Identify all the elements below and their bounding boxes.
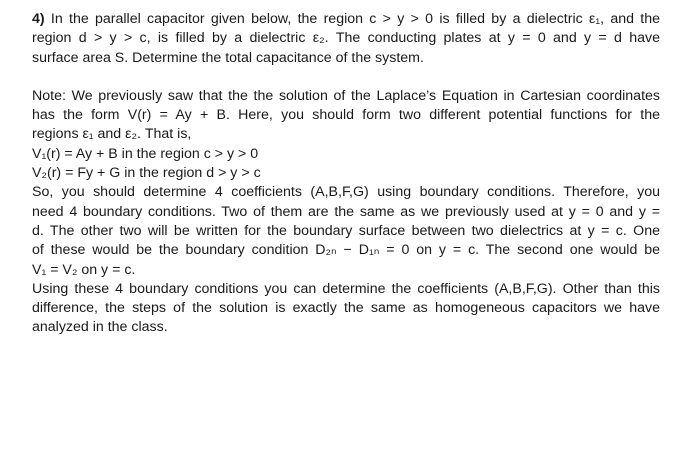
question-line	[32, 10, 660, 29]
note-line: V₁ = V₂ on y = c.	[32, 261, 136, 278]
equation-v2: V₂(r) = Fy + G in the region d > y > c	[32, 165, 261, 182]
note-line: analyzed in the class.	[32, 319, 168, 336]
equation-v1: V₁(r) = Ay + B in the region c > y > 0	[32, 145, 259, 162]
question-number: 4)	[32, 11, 45, 27]
note-line: need 4 boundary conditions. Two of them are the same as we previously used at y = 0 and y =	[32, 203, 660, 220]
note-line: of these would be the boundary condition D₂ₙ − D₁ₙ = 0 on y = c. The second one would be	[32, 242, 660, 259]
question-text: In the parallel capacitor given below, the region c > y > 0 is filled by a dielectric ε₁, and the	[44, 11, 660, 27]
note-line: has the form V(r) = Ay + B. Here, you should form two different potential functions for the	[32, 107, 660, 124]
note-line: So, you should determine 4 coefficients (A,B,F,G) using boundary conditions. Therefore, you	[32, 184, 660, 201]
note-line: Note: We previously saw that the the solution of the Laplace’s Equation in Cartesian coordinates	[32, 87, 660, 104]
document-page	[32, 10, 660, 338]
note-line: difference, the steps of the solution is exactly the same as homogeneous capacitors we have	[32, 300, 660, 317]
note-line: d. The other two will be written for the boundary surface between two dielectrics at y = c. One	[32, 222, 660, 239]
question-line: surface area S. Determine the total capacitance of the system.	[32, 49, 424, 66]
paragraph-gap	[32, 68, 660, 87]
question-line: region d > y > c, is filled by a dielectric ε₂. The conducting plates at y = 0 and y = d have	[32, 30, 660, 47]
note-line: Using these 4 boundary conditions you can determine the coefficients (A,B,F,G). Other than this	[32, 280, 660, 297]
note-line: regions ε₁ and ε₂. That is,	[32, 126, 192, 143]
